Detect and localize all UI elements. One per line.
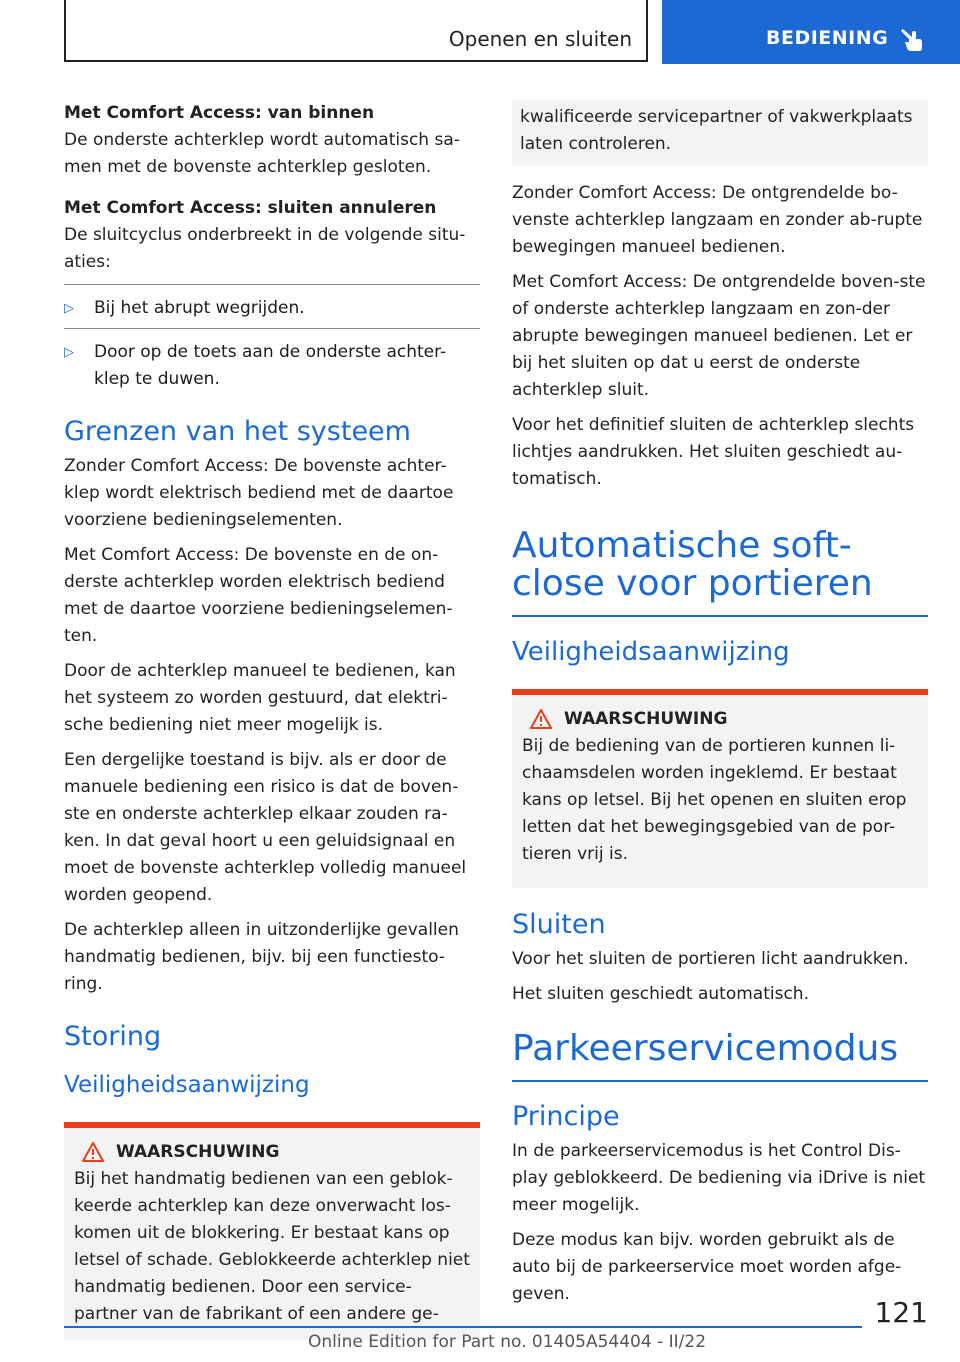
limits-paragraph: Zonder Comfort Access: De bovenste achter-klep wordt elektrisch bediend met de daartoe voorziene bedieningselementen.	[64, 456, 454, 530]
list-item	[64, 295, 480, 322]
warning-title: WAARSCHUWING	[116, 1142, 280, 1162]
warning-text: Bij de bediening van de portieren kunnen li-chaamsdelen worden ingeklemd. Er bestaat kans op letsel. Bij het openen en sluiten erop letten dat het bewegingsgebied van de por-tieren vrij is.	[522, 736, 907, 864]
close-paragraph: Het sluiten geschiedt automatisch.	[512, 984, 809, 1004]
warning-continuation-text: kwalificeerde servicepartner of vakwerkplaats laten controleren.	[520, 107, 913, 154]
left-column	[64, 100, 480, 1340]
warning-box	[64, 1122, 480, 1340]
manual-paragraph: Met Comfort Access: De ontgrendelde boven-ste of onderste achterklep langzaam en zon-der abrupte bewegingen manueel bedienen. Let er bij het sluiten op dat u eerst de onderste achterklep sluit.	[512, 272, 926, 400]
close-heading: Sluiten	[512, 909, 606, 940]
warning-title: WAARSCHUWING	[564, 709, 728, 729]
warning-text: Bij het handmatig bedienen van een geblok-keerde achterklep kan deze onverwacht los-komen uit de blokkering. Er bestaat kans op letsel of schade. Geblokkeerde achterklep niet handmatig bedienen. Door een service-partner van de fabrikant of een andere ge-	[74, 1169, 470, 1324]
principle-paragraph: Deze modus kan bijv. worden gebruikt als de auto bij de parkeerservice moet worden afge-geven.	[512, 1230, 902, 1304]
right-column	[512, 100, 928, 1316]
storing-heading: Storing	[64, 1021, 162, 1052]
hand-pointer-icon	[898, 26, 924, 52]
header-section-frame	[64, 0, 648, 62]
heading-rule	[512, 615, 928, 617]
footer-rule	[64, 1326, 862, 1328]
cancel-title: Met Comfort Access: sluiten annuleren	[64, 198, 437, 218]
bullet-divider	[64, 284, 480, 285]
limits-paragraph: Met Comfort Access: De bovenste en de on-derste achterklep worden elektrisch bediend met de daartoe voorziene bedieningselemen-ten.	[64, 545, 453, 646]
limits-heading: Grenzen van het systeem	[64, 416, 411, 447]
principle-paragraph: In de parkeerservicemodus is het Control Dis-play geblokkeerd. De bediening via iDrive is niet meer mogelijk.	[512, 1141, 926, 1215]
comfort-inside-text: De onderste achterklep wordt automatisch sa-men met de bovenste achterklep gesloten.	[64, 130, 460, 177]
bullet-divider	[64, 328, 480, 329]
manual-paragraph: Voor het definitief sluiten de achterklep slechts lichtjes aandrukken. Het sluiten geschiedt au-tomatisch.	[512, 415, 915, 489]
safety-heading: Veiligheidsaanwijzing	[64, 1072, 310, 1098]
close-paragraph: Voor het sluiten de portieren licht aandrukken.	[512, 949, 909, 969]
warning-triangle-icon	[530, 709, 552, 729]
page-number: 121	[874, 1296, 928, 1329]
bullet-triangle-icon: ▷	[64, 345, 74, 360]
manual-paragraph: Zonder Comfort Access: De ontgrendelde bo-venste achterklep langzaam en zonder ab-rupte bewegingen manueel bedienen.	[512, 183, 923, 257]
chapter-tab-label: BEDIENING	[766, 27, 889, 49]
limits-paragraph: De achterklep alleen in uitzonderlijke gevallen handmatig bedienen, bijv. bij een functiesto-ring.	[64, 920, 459, 994]
edition-footer: Online Edition for Part no. 01405A54404 - II/22	[308, 1332, 707, 1352]
softclose-heading: Automatische soft-close voor portieren	[512, 525, 873, 604]
warning-continuation-box	[512, 100, 928, 166]
comfort-inside-title: Met Comfort Access: van binnen	[64, 103, 375, 123]
warning-header	[522, 709, 918, 729]
parking-heading: Parkeerservicemodus	[512, 1028, 899, 1069]
list-item-text: Door op de toets aan de onderste achter-klep te duwen.	[94, 342, 447, 389]
list-item-text: Bij het abrupt wegrijden.	[94, 298, 305, 318]
warning-header	[74, 1142, 470, 1162]
bullet-triangle-icon: ▷	[64, 301, 74, 316]
cancel-text: De sluitcyclus onderbreekt in de volgende situ-aties:	[64, 225, 466, 272]
safety-heading: Veiligheidsaanwijzing	[512, 637, 790, 667]
warning-triangle-icon	[82, 1142, 104, 1162]
heading-rule	[512, 1080, 928, 1082]
header-chapter-tab[interactable]	[662, 0, 960, 64]
list-item	[64, 339, 480, 393]
header-section-title: Openen en sluiten	[448, 27, 632, 51]
principle-heading: Principe	[512, 1101, 620, 1132]
limits-paragraph: Door de achterklep manueel te bedienen, kan het systeem zo worden gestuurd, dat elektri-sche bediening niet meer mogelijk is.	[64, 661, 456, 735]
limits-paragraph: Een dergelijke toestand is bijv. als er door de manuele bediening een risico is dat de boven-ste en onderste achterklep elkaar zouden ra-ken. In dat geval hoort u een geluidsignaal en moet de bovenste achterklep volledig manueel worden geopend.	[64, 750, 467, 905]
warning-box	[512, 689, 928, 888]
